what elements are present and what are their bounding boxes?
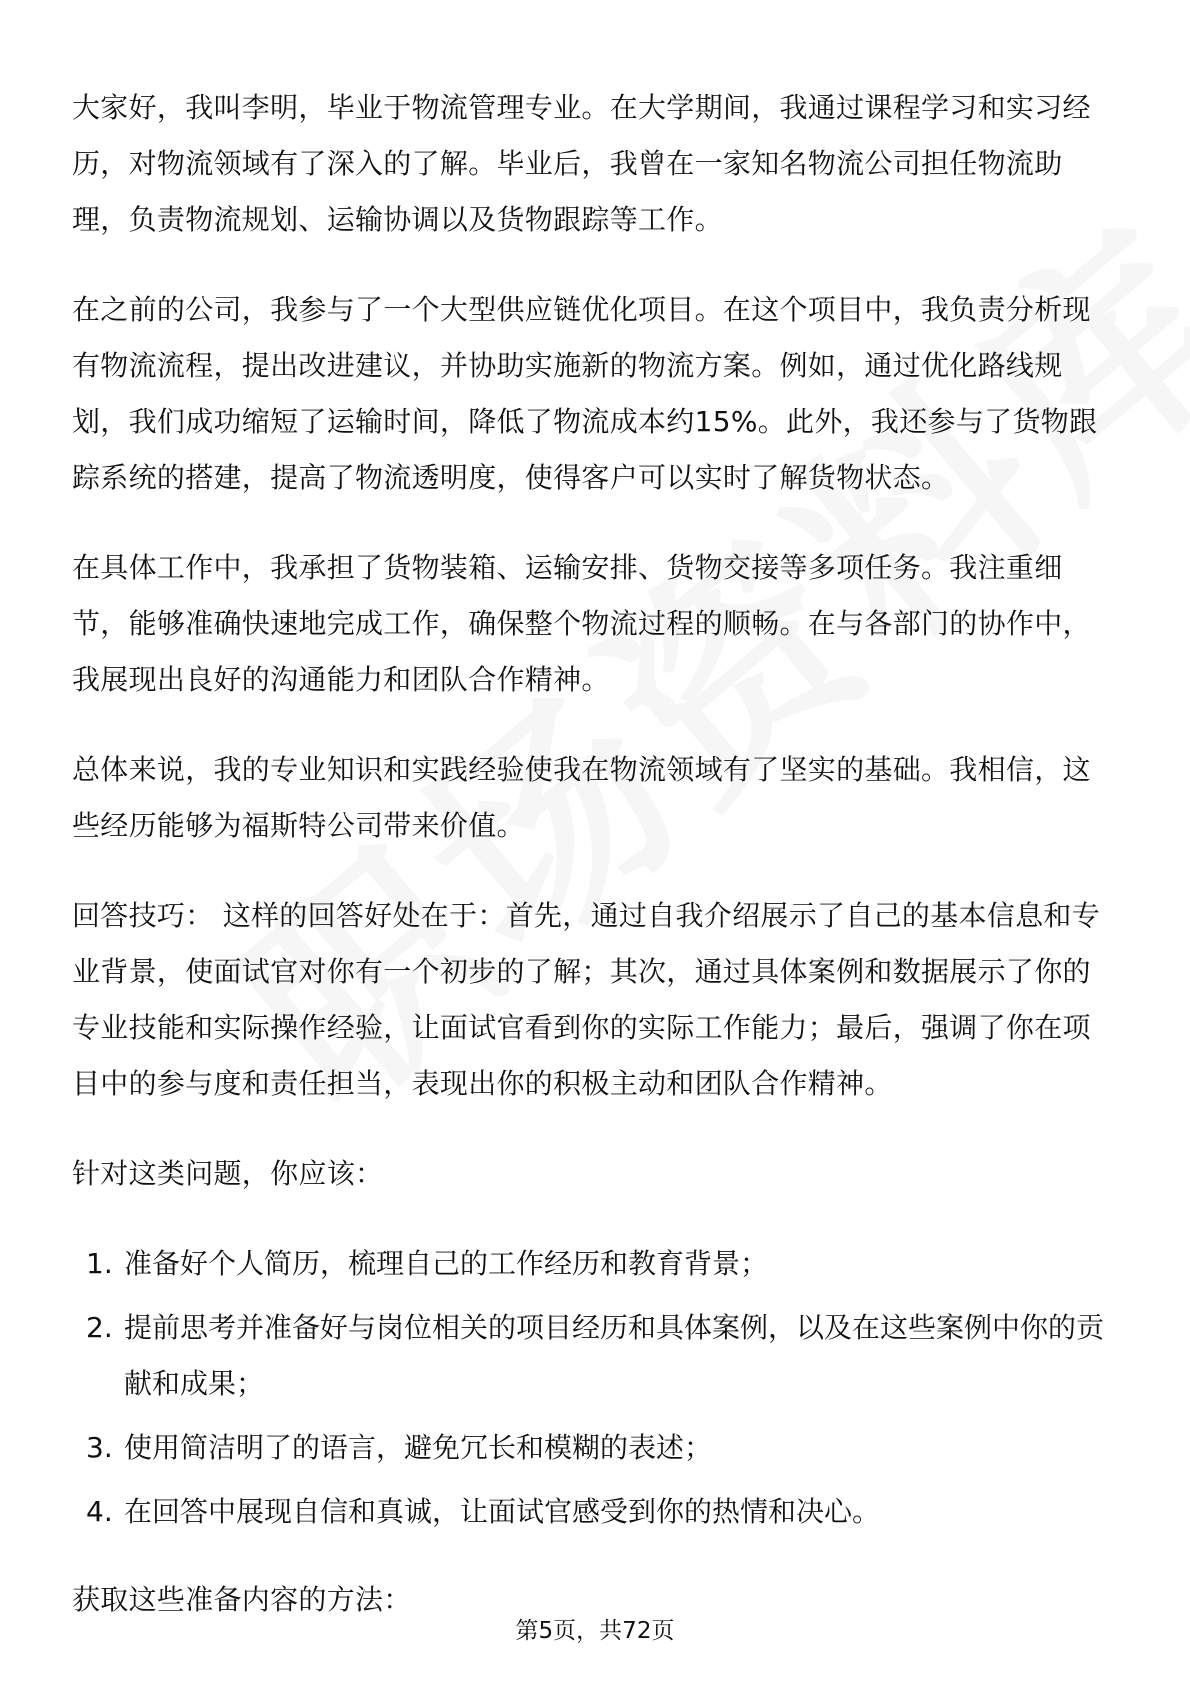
list-item-text: 准备好个人简历，梳理自己的工作经历和教育背景；: [124, 1247, 769, 1280]
list-item-number: 1.: [86, 1247, 113, 1280]
list-item: [72, 1420, 1117, 1476]
paragraph-summary: 总体来说，我的专业知识和实践经验使我在物流领域有了坚实的基础。我相信，这些经历能够为福斯特公司带来价值。: [72, 753, 1091, 842]
list-item: [72, 1300, 1117, 1412]
paragraph-tasks: 在具体工作中，我承担了货物装箱、运输安排、货物交接等多项任务。我注重细节，能够准确快速地完成工作，确保整个物流过程的顺畅。在与各部门的协作中，我展现出良好的沟通能力和团队合作精神。: [72, 551, 1091, 696]
list-item-text: 提前思考并准备好与岗位相关的项目经历和具体案例，以及在这些案例中你的贡献和成果；: [124, 1311, 1105, 1400]
paragraph-advice-heading: 针对这类问题，你应该：: [72, 1157, 384, 1190]
list-item-number: 2.: [86, 1311, 113, 1344]
list-item-number: 4.: [86, 1495, 113, 1528]
list-item-text: 在回答中展现自信和真诚，让面试官感受到你的热情和决心。: [124, 1495, 881, 1528]
list-item-number: 3.: [86, 1431, 113, 1464]
list-item-text: 使用简洁明了的语言，避免冗长和模糊的表述；: [124, 1431, 713, 1464]
paragraph-closing: 获取这些准备内容的方法：: [72, 1583, 412, 1616]
page-number: 第5页，共72页: [515, 1618, 675, 1644]
document-body: [72, 80, 1117, 1662]
paragraph-tips: 回答技巧： 这样的回答好处在于：首先，通过自我介绍展示了自己的基本信息和专业背景，使面试官对你有一个初步的了解；其次，通过具体案例和数据展示了你的专业技能和实际操作经验，让面试官看到你的实际工作能力；最后，强调了你在项目中的参与度和责任担当，表现出你的积极主动和团队合作精神。: [72, 899, 1101, 1100]
advice-list: [72, 1236, 1117, 1540]
list-item: [72, 1484, 1117, 1540]
paragraph-project: 在之前的公司，我参与了一个大型供应链优化项目。在这个项目中，我负责分析现有物流流程，提出改进建议，并协助实施新的物流方案。例如，通过优化路线规划，我们成功缩短了运输时间，降低了物流成本约15%。此外，我还参与了货物跟踪系统的搭建，提高了物流透明度，使得客户可以实时了解货物状态。: [72, 293, 1098, 494]
paragraph-intro: 大家好，我叫李明，毕业于物流管理专业。在大学期间，我通过课程学习和实习经历，对物流领域有了深入的了解。毕业后，我曾在一家知名物流公司担任物流助理，负责物流规划、运输协调以及货物跟踪等工作。: [72, 91, 1091, 236]
list-item: [72, 1236, 1117, 1292]
